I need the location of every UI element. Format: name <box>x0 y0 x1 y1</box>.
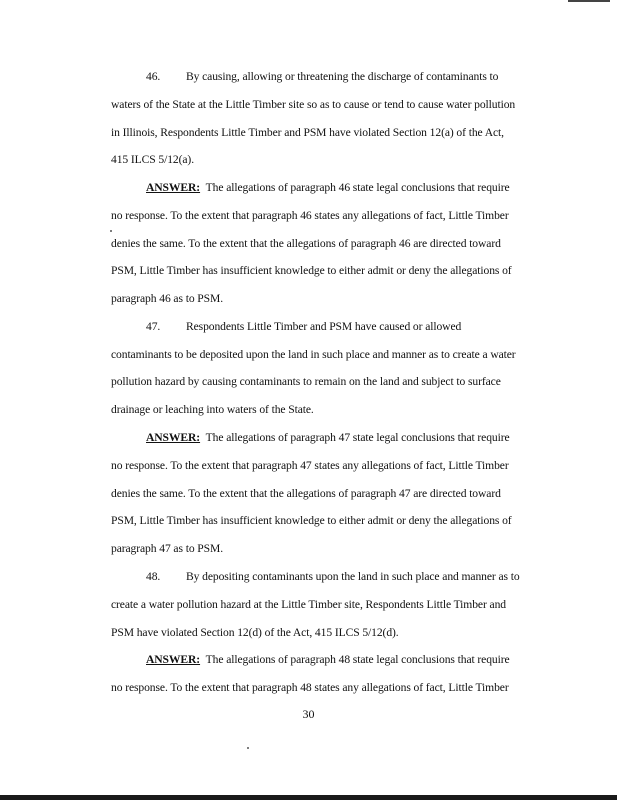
paragraph-47-line-4: drainage or leaching into waters of the State. <box>111 403 314 416</box>
paragraph-number: 46. <box>146 70 161 83</box>
paragraph-46-line-4: 415 ILCS 5/12(a). <box>111 153 194 166</box>
scan-speck <box>110 230 112 232</box>
answer-48-line-1: ANSWER: The allegations of paragraph 48 state legal conclusions that require <box>146 653 510 666</box>
answer-47-line-1: ANSWER: The allegations of paragraph 47 state legal conclusions that require <box>146 431 510 444</box>
paragraph-number: 47. <box>146 320 161 333</box>
answer-46-line-2: no response. To the extent that paragraph 46 states any allegations of fact, Little Timber <box>111 209 509 222</box>
scan-bottom-edge <box>0 795 617 800</box>
paragraph-number: 48. <box>146 570 161 583</box>
answer-46-line-5: paragraph 46 as to PSM. <box>111 292 224 305</box>
answer-47-line-2: no response. To the extent that paragraph 47 states any allegations of fact, Little Timber <box>111 459 509 472</box>
scan-speck <box>247 747 249 749</box>
answer-46-line-3: denies the same. To the extent that the allegations of paragraph 46 are directed toward <box>111 237 501 250</box>
paragraph-48-line-2: create a water pollution hazard at the Little Timber site, Respondents Little Timber and <box>111 598 506 611</box>
paragraph-48-line-1: 48. By depositing contaminants upon the land in such place and manner as to <box>146 570 520 583</box>
paragraph-47-line-1: 47. Respondents Little Timber and PSM have caused or allowed <box>146 320 462 333</box>
answer-48-line-2: no response. To the extent that paragraph 48 states any allegations of fact, Little Timber <box>111 681 509 694</box>
paragraph-46-line-2: waters of the State at the Little Timber site so as to cause or tend to cause water pollution <box>111 98 516 111</box>
answer-46-line-1: ANSWER: The allegations of paragraph 46 state legal conclusions that require <box>146 181 510 194</box>
paragraph-46-line-1: 46. By causing, allowing or threatening the discharge of contaminants to <box>146 70 499 83</box>
paragraph-47-line-2: contaminants to be deposited upon the land in such place and manner as to create a water <box>111 348 516 361</box>
page-number: 30 <box>302 707 315 721</box>
answer-label: ANSWER: <box>146 653 201 666</box>
paragraph-46-line-3: in Illinois, Respondents Little Timber and PSM have violated Section 12(a) of the Act, <box>111 126 504 139</box>
answer-47-line-3: denies the same. To the extent that the allegations of paragraph 47 are directed toward <box>111 487 501 500</box>
paragraph-48-line-3: PSM have violated Section 12(d) of the Act, 415 ILCS 5/12(d). <box>111 626 399 639</box>
answer-47-line-4: PSM, Little Timber has insufficient knowledge to either admit or deny the allegations of <box>111 514 512 527</box>
scan-mark <box>568 0 610 2</box>
answer-46-line-4: PSM, Little Timber has insufficient knowledge to either admit or deny the allegations of <box>111 264 512 277</box>
paragraph-47-line-3: pollution hazard by causing contaminants to remain on the land and subject to surface <box>111 375 501 388</box>
answer-label: ANSWER: <box>146 431 201 444</box>
answer-label: ANSWER: <box>146 181 201 194</box>
answer-47-line-5: paragraph 47 as to PSM. <box>111 542 224 555</box>
